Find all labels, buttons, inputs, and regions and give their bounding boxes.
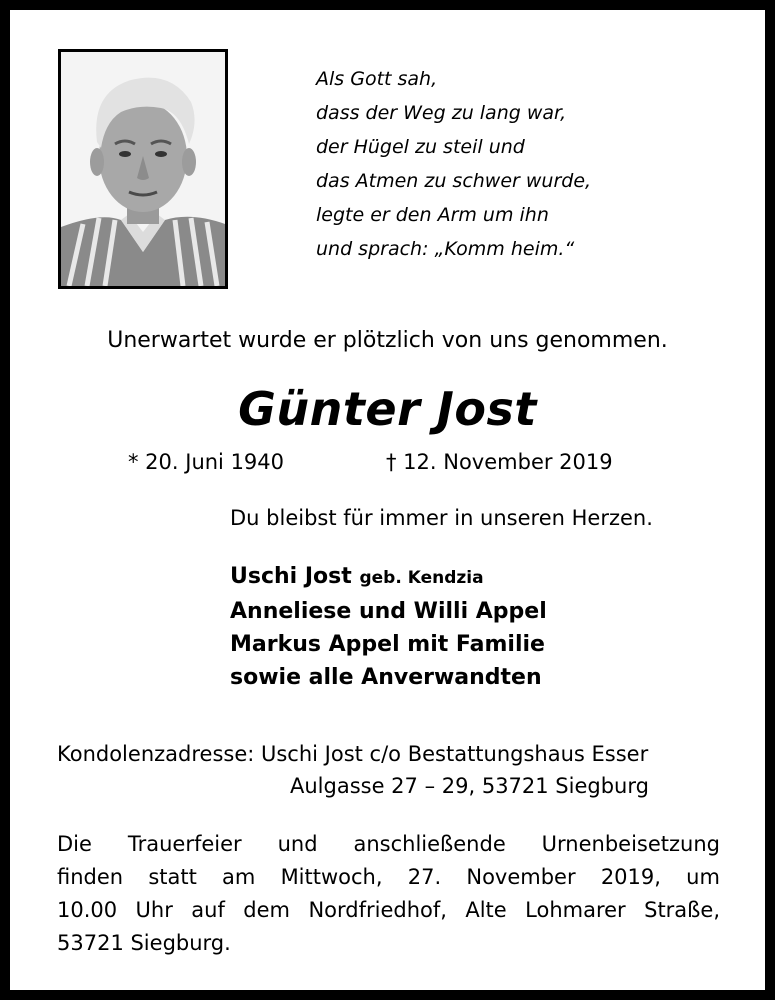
- funeral-word: Straße,: [644, 898, 720, 922]
- family-member: Markus Appel mit Familie: [230, 632, 545, 657]
- poem-line: legte er den Arm um ihn: [316, 204, 549, 226]
- funeral-line: 53721 Siegburg.: [57, 931, 231, 955]
- funeral-word: finden: [57, 865, 124, 889]
- funeral-word: Trauerfeier: [127, 832, 242, 856]
- funeral-word: statt: [148, 865, 197, 889]
- funeral-word: 2019,: [600, 865, 661, 889]
- family-member: sowie alle Anverwandten: [230, 665, 542, 690]
- family-member-birthname: geb. Kendzia: [359, 568, 484, 588]
- funeral-word: Mittwoch,: [280, 865, 383, 889]
- funeral-word: Die: [57, 832, 92, 856]
- condolence-line: Kondolenzadresse: Uschi Jost c/o Bestattungshaus Esser: [57, 742, 649, 766]
- funeral-word: Urnenbeisetzung: [541, 832, 720, 856]
- funeral-word: Alte: [465, 898, 507, 922]
- poem-line: dass der Weg zu lang war,: [316, 102, 567, 124]
- family-member-name: Uschi Jost: [230, 564, 352, 589]
- family-list: [230, 560, 547, 694]
- portrait-image: [61, 52, 225, 286]
- funeral-word: um: [686, 865, 720, 889]
- family-member: Anneliese und Willi Appel: [230, 599, 547, 624]
- funeral-word: auf: [191, 898, 225, 922]
- funeral-word: Nordfriedhof,: [308, 898, 447, 922]
- death-date: † 12. November 2019: [386, 450, 613, 474]
- funeral-word: dem: [243, 898, 291, 922]
- funeral-word: 10.00: [57, 898, 118, 922]
- poem-line: das Atmen zu schwer wurde,: [316, 170, 592, 192]
- funeral-word: anschließende: [353, 832, 506, 856]
- poem-line: und sprach: „Komm heim.“: [316, 238, 575, 260]
- funeral-word: am: [222, 865, 256, 889]
- deceased-name: Günter Jost: [238, 382, 537, 436]
- funeral-info: [57, 828, 720, 960]
- condolence-address: [57, 738, 649, 802]
- funeral-word: November: [466, 865, 576, 889]
- funeral-word: Uhr: [135, 898, 173, 922]
- funeral-line: [57, 828, 720, 861]
- portrait-photo: [58, 49, 228, 289]
- condolence-line: Aulgasse 27 – 29, 53721 Siegburg: [290, 774, 649, 798]
- funeral-word: 27.: [407, 865, 442, 889]
- poem-line: der Hügel zu steil und: [316, 136, 525, 158]
- funeral-line: [57, 894, 720, 927]
- birth-date: * 20. Juni 1940: [128, 450, 285, 474]
- family-member: [230, 560, 547, 595]
- funeral-word: und: [277, 832, 318, 856]
- poem-line: Als Gott sah,: [316, 68, 438, 90]
- funeral-word: Lohmarer: [525, 898, 626, 922]
- intro-text: Unerwartet wurde er plötzlich von uns genommen.: [107, 328, 668, 353]
- funeral-line: [57, 861, 720, 894]
- obituary-notice: [10, 10, 765, 990]
- poem: [316, 62, 736, 266]
- farewell-text: Du bleibst für immer in unseren Herzen.: [230, 506, 653, 530]
